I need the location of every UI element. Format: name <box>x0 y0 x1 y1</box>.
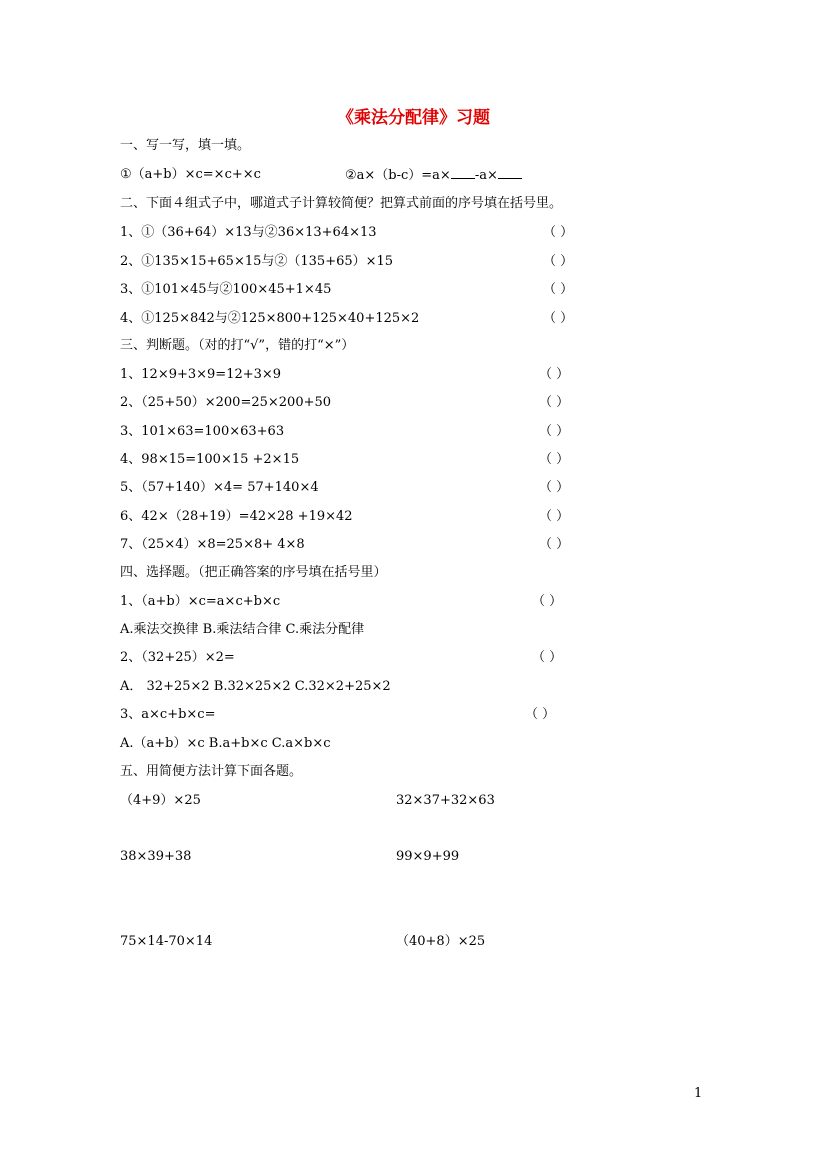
calc-problem-right-3: （40+8）×25 <box>396 934 486 949</box>
answer-parentheses: （ ） <box>539 424 570 439</box>
section3-item-5: 5、（57+140）×4= 57+140×4 <box>120 480 319 495</box>
section4-question-3-options: A.（a+b）×c B.a+b×c C.a×b×c <box>120 736 331 751</box>
answer-parentheses: （ ） <box>539 395 570 410</box>
answer-parentheses: （ ） <box>532 594 563 609</box>
answer-parentheses: （ ） <box>539 367 570 382</box>
section3-item-7: 7、（25×4）×8=25×8+ 4×8 <box>120 537 305 552</box>
answer-blank <box>451 166 475 179</box>
section2-item-4: 4、①125×842与②125×800+125×40+125×2 <box>120 311 420 326</box>
section4-heading: 四、选择题。（把正确答案的序号填在括号里） <box>120 565 387 580</box>
answer-parentheses: （ ） <box>539 537 570 552</box>
section1-question2: ②a×（b-c）=a× -a× <box>345 166 522 185</box>
page-number: 1 <box>694 1086 703 1101</box>
section4-question-1: 1、（a+b）×c=a×c+b×c <box>120 594 281 609</box>
section2-heading: 二、下面４组式子中，哪道式子计算较简便？把算式前面的序号填在括号里。 <box>120 196 563 211</box>
section1-heading: 一、写一写，填一填。 <box>120 138 251 153</box>
section2-item-1: 1、①（36+64）×13与②36×13+64×13 <box>120 225 377 240</box>
section3-item-1: 1、12×9+3×9=12+3×9 <box>120 367 282 382</box>
section3-heading: 三、判断题。（对的打“√”，错的打“×”） <box>120 338 355 353</box>
answer-parentheses: （ ） <box>543 254 574 269</box>
section2-item-3: 3、①101×45与②100×45+1×45 <box>120 282 332 297</box>
section1-question1: ①（a+b）×c=×c+×c <box>120 167 261 182</box>
section4-question-3: 3、a×c+b×c= <box>120 707 216 722</box>
answer-parentheses: （ ） <box>543 225 574 240</box>
calc-problem-right-2: 99×9+99 <box>396 849 460 864</box>
section4-question-2-options: A． 32+25×2 B.32×25×2 C.32×2+25×2 <box>120 679 391 694</box>
calc-problem-right-1: 32×37+32×63 <box>396 793 495 808</box>
section3-item-6: 6、42×（28+19）=42×28 +19×42 <box>120 509 353 524</box>
section4-question-1-options: A.乘法交换律 B.乘法结合律 C.乘法分配律 <box>120 622 365 637</box>
calc-problem-left-1: （4+9）×25 <box>120 793 201 808</box>
calc-problem-left-3: 75×14-70×14 <box>120 934 213 949</box>
section3-item-3: 3、101×63=100×63+63 <box>120 424 285 439</box>
section4-question-2: 2、（32+25）×2= <box>120 650 235 665</box>
answer-parentheses: （ ） <box>539 480 570 495</box>
answer-parentheses: （ ） <box>543 282 574 297</box>
section5-heading: 五、用简便方法计算下面各题。 <box>120 764 303 779</box>
document-title: 《乘法分配律》习题 <box>337 108 490 128</box>
section3-item-2: 2、（25+50）×200=25×200+50 <box>120 395 332 410</box>
answer-parentheses: （ ） <box>539 509 570 524</box>
answer-parentheses: （ ） <box>539 452 570 467</box>
section2-item-2: 2、①135×15+65×15与②（135+65）×15 <box>120 254 394 269</box>
answer-parentheses: （ ） <box>525 707 556 722</box>
answer-blank <box>498 166 522 179</box>
calc-problem-left-2: 38×39+38 <box>120 849 192 864</box>
answer-parentheses: （ ） <box>543 311 574 326</box>
answer-parentheses: （ ） <box>532 650 563 665</box>
section3-item-4: 4、98×15=100×15 +2×15 <box>120 452 300 467</box>
